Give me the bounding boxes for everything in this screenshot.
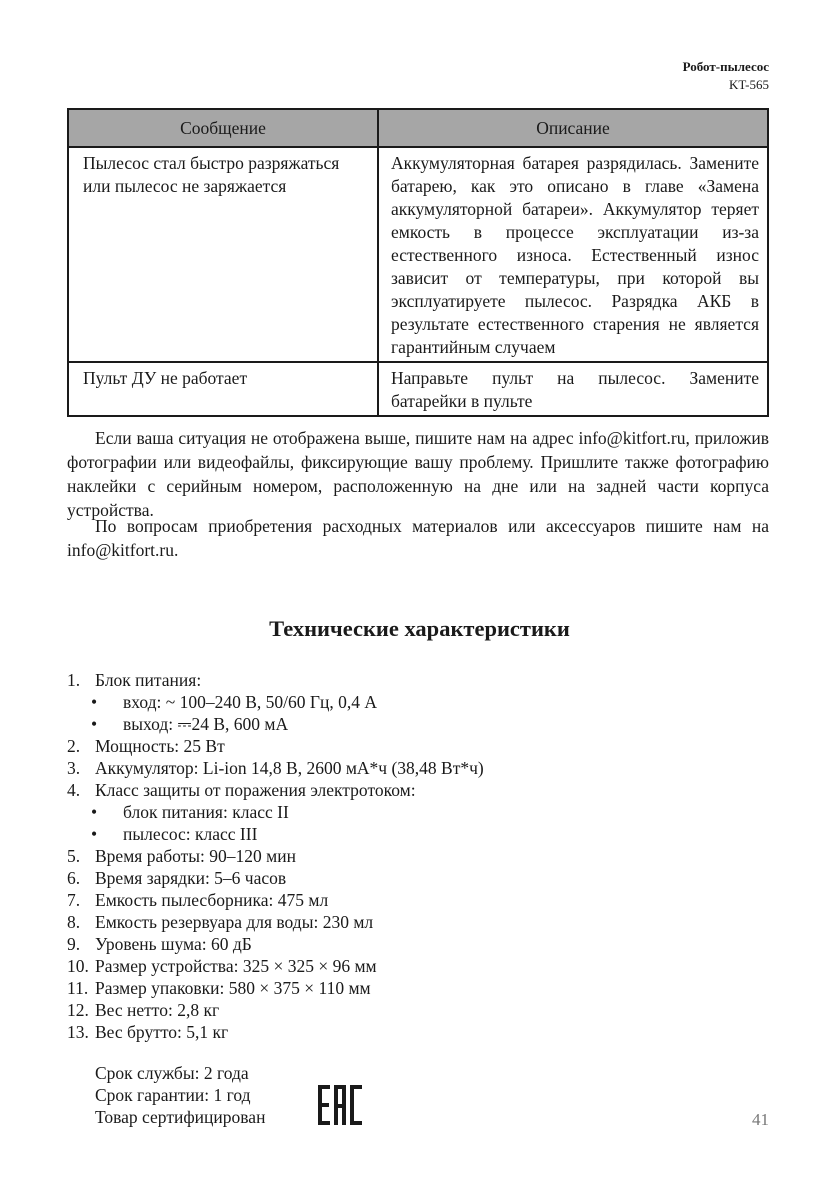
spec-text: Мощность: 25 Вт: [95, 736, 225, 756]
spec-number: 10.: [67, 956, 89, 976]
spec-text: Уровень шума: 60 дБ: [95, 934, 252, 954]
spec-number: 2.: [67, 736, 81, 756]
spec-item: [67, 889, 769, 911]
table-cell-description: Направьте пульт на пылесос. Замените батарейки в пульте: [378, 362, 768, 416]
spec-text: Вес нетто: 2,8 кг: [95, 1000, 220, 1020]
spec-item: [67, 999, 769, 1021]
table-cell-description: Аккумуляторная батарея разрядилась. Замените батарею, как это описано в главе «Замена аккумуляторной батареи». Аккумулятор теряет емкость в процессе эксплуатации из-за естественного износа. Естественный износ зависит от температуры, при которой вы эксплуатируете пылесос. Разрядка АКБ в результате естественного старения не является гарантийным случаем: [378, 147, 768, 362]
spec-item: [67, 735, 769, 757]
spec-item: [67, 845, 769, 867]
spec-text: Вес брутто: 5,1 кг: [95, 1022, 229, 1042]
spec-subitem: [67, 691, 769, 713]
spec-subitem: [67, 801, 769, 823]
footer-info: [95, 1062, 265, 1128]
spec-text: Блок питания:: [95, 670, 202, 690]
bullet-icon: •: [91, 714, 98, 734]
spec-item: [67, 955, 769, 977]
specs-title: Технические характеристики: [269, 616, 570, 641]
table-cell-message: Пылесос стал быстро разряжаться или пылесос не заряжается: [68, 147, 378, 362]
spec-text: Класс защиты от поражения электротоком:: [95, 780, 416, 800]
spec-subitem: [67, 823, 769, 845]
spec-number: 13.: [67, 1022, 89, 1042]
bullet-icon: •: [91, 802, 98, 822]
spec-number: 9.: [67, 934, 81, 954]
spec-item: [67, 669, 769, 691]
specs-list: [67, 669, 769, 1043]
spec-item: [67, 867, 769, 889]
spec-text: Время работы: 90–120 мин: [95, 846, 296, 866]
spec-item: [67, 779, 769, 801]
spec-text: Размер устройства: 325 × 325 × 96 мм: [95, 956, 377, 976]
certification-note: Товар сертифицирован: [95, 1107, 266, 1127]
model-name: Робот-пылесос: [682, 59, 769, 74]
spec-subitem-text: выход: ⎓24 В, 600 мА: [123, 714, 289, 734]
spec-number: 7.: [67, 890, 81, 910]
spec-text: Время зарядки: 5–6 часов: [95, 868, 287, 888]
spec-number: 5.: [67, 846, 81, 866]
contact-paragraph: Если ваша ситуация не отображена выше, пишите нам на адрес info@kitfort.ru, приложив фотографии или видеофайлы, фиксирующие вашу проблему. Пришлите также фотографию наклейки с серийным номером, расположенную на дне или на задней части корпуса устройства.: [67, 428, 769, 520]
service-life: Срок службы: 2 года: [95, 1063, 249, 1083]
warranty-period: Срок гарантии: 1 год: [95, 1085, 251, 1105]
spec-subitem-text: пылесос: класс III: [123, 824, 258, 844]
eac-logo-icon: [318, 1085, 362, 1125]
spec-text: Емкость пылесборника: 475 мл: [95, 890, 329, 910]
spec-text: Аккумулятор: Li-ion 14,8 В, 2600 мА*ч (38,48 Вт*ч): [95, 758, 484, 778]
page-number: 41: [752, 1110, 769, 1129]
page-header: [683, 58, 769, 94]
accessories-paragraph: По вопросам приобретения расходных материалов или аксессуаров пишите нам на info@kitfort.ru.: [67, 516, 769, 560]
spec-subitem: [67, 713, 769, 735]
spec-item: [67, 1021, 769, 1043]
bullet-icon: •: [91, 824, 98, 844]
bullet-icon: •: [91, 692, 98, 712]
spec-text: Емкость резервуара для воды: 230 мл: [95, 912, 374, 932]
table-header-row: [68, 109, 768, 147]
column-header-message: Сообщение: [68, 109, 378, 147]
table-row: [68, 147, 768, 362]
spec-item: [67, 911, 769, 933]
spec-item: [67, 977, 769, 999]
spec-item: [67, 757, 769, 779]
spec-subitem-text: блок питания: класс II: [123, 802, 289, 822]
table-row: [68, 362, 768, 416]
spec-number: 1.: [67, 670, 81, 690]
spec-number: 6.: [67, 868, 81, 888]
spec-number: 8.: [67, 912, 81, 932]
spec-number: 11.: [67, 978, 89, 998]
spec-number: 3.: [67, 758, 81, 778]
spec-item: [67, 933, 769, 955]
spec-number: 4.: [67, 780, 81, 800]
column-header-description: Описание: [378, 109, 768, 147]
troubleshooting-table: [67, 108, 769, 417]
model-code: KT-565: [729, 77, 769, 92]
spec-subitem-text: вход: ~ 100–240 В, 50/60 Гц, 0,4 А: [123, 692, 377, 712]
spec-text: Размер упаковки: 580 × 375 × 110 мм: [95, 978, 371, 998]
table-cell-message: Пульт ДУ не работает: [68, 362, 378, 416]
spec-number: 12.: [67, 1000, 89, 1020]
